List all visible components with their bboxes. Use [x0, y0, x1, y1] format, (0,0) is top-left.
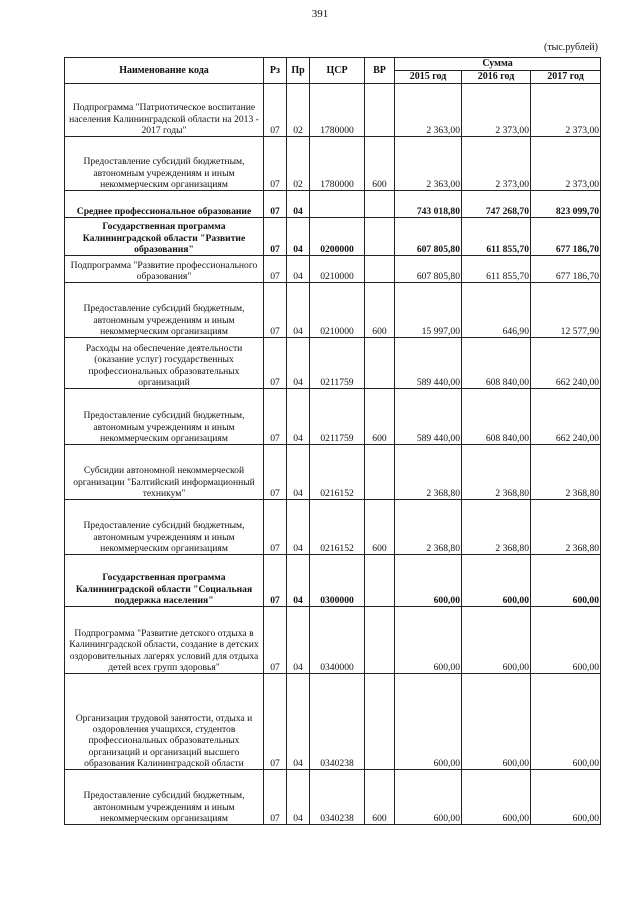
row-2017: 12 577,90 [531, 283, 601, 338]
row-2017: 662 240,00 [531, 389, 601, 445]
row-csr [310, 191, 365, 218]
row-vr [365, 338, 395, 389]
row-vr [365, 218, 395, 256]
table-row [65, 283, 601, 338]
table-row [65, 84, 601, 137]
row-2016: 600,00 [462, 770, 531, 825]
budget-table [64, 57, 601, 825]
row-2017: 2 373,00 [531, 137, 601, 191]
row-2017: 600,00 [531, 770, 601, 825]
row-vr [365, 555, 395, 607]
row-2017: 662 240,00 [531, 338, 601, 389]
row-csr: 0210000 [310, 283, 365, 338]
row-name: Подпрограмма "Развитие детского отдыха в Калининградской области, создание в детских оздоровительных лагерях условий для отдыха детей всех групп здоровья" [65, 607, 264, 674]
row-vr: 600 [365, 770, 395, 825]
row-2015: 2 363,00 [395, 137, 462, 191]
row-2016: 646,90 [462, 283, 531, 338]
row-csr: 0216152 [310, 500, 365, 555]
table-row [65, 555, 601, 607]
row-rz: 07 [264, 445, 287, 500]
row-2016: 2 373,00 [462, 84, 531, 137]
row-rz: 07 [264, 770, 287, 825]
row-2015: 2 368,80 [395, 500, 462, 555]
row-name: Предоставление субсидий бюджетным, автономным учреждениям и иным некоммерческим организациям [65, 283, 264, 338]
row-rz: 07 [264, 84, 287, 137]
row-pr: 04 [287, 445, 310, 500]
row-2015: 15 997,00 [395, 283, 462, 338]
row-vr [365, 674, 395, 770]
row-rz: 07 [264, 607, 287, 674]
row-rz: 07 [264, 500, 287, 555]
row-2015: 2 368,80 [395, 445, 462, 500]
row-rz: 07 [264, 555, 287, 607]
row-name: Среднее профессиональное образование [65, 191, 264, 218]
row-pr: 04 [287, 674, 310, 770]
row-csr: 0216152 [310, 445, 365, 500]
row-pr: 04 [287, 191, 310, 218]
header-pr: Пр [287, 58, 310, 84]
row-pr: 04 [287, 256, 310, 283]
row-rz: 07 [264, 137, 287, 191]
row-rz: 07 [264, 338, 287, 389]
table-row [65, 338, 601, 389]
row-name: Предоставление субсидий бюджетным, автономным учреждениям и иным некоммерческим организациям [65, 389, 264, 445]
row-name: Подпрограмма "Развитие профессионального образования" [65, 256, 264, 283]
row-pr: 02 [287, 84, 310, 137]
row-csr: 0340238 [310, 674, 365, 770]
row-name: Предоставление субсидий бюджетным, автономным учреждениям и иным некоммерческим организациям [65, 500, 264, 555]
row-vr [365, 84, 395, 137]
table-row [65, 137, 601, 191]
row-name: Государственная программа Калининградской области "Социальная поддержка населения" [65, 555, 264, 607]
row-csr: 1780000 [310, 137, 365, 191]
row-2015: 589 440,00 [395, 338, 462, 389]
row-2017: 600,00 [531, 674, 601, 770]
row-vr [365, 445, 395, 500]
units-label: (тыс.рублей) [543, 42, 598, 53]
row-2015: 600,00 [395, 607, 462, 674]
row-vr: 600 [365, 500, 395, 555]
row-csr: 0300000 [310, 555, 365, 607]
row-2017: 2 368,80 [531, 445, 601, 500]
row-2017: 2 373,00 [531, 84, 601, 137]
row-rz: 07 [264, 191, 287, 218]
row-vr [365, 607, 395, 674]
table-row [65, 500, 601, 555]
row-2016: 600,00 [462, 607, 531, 674]
row-pr: 04 [287, 283, 310, 338]
page-number: 391 [311, 8, 329, 20]
row-csr: 0210000 [310, 256, 365, 283]
row-pr: 04 [287, 500, 310, 555]
row-2017: 823 099,70 [531, 191, 601, 218]
row-name: Предоставление субсидий бюджетным, автономным учреждениям и иным некоммерческим организациям [65, 137, 264, 191]
header-vr: ВР [365, 58, 395, 84]
row-rz: 07 [264, 674, 287, 770]
row-pr: 04 [287, 389, 310, 445]
row-pr: 02 [287, 137, 310, 191]
row-pr: 04 [287, 770, 310, 825]
row-2016: 2 368,80 [462, 445, 531, 500]
table-row [65, 607, 601, 674]
row-name: Государственная программа Калининградской области "Развитие образования" [65, 218, 264, 256]
row-2017: 600,00 [531, 555, 601, 607]
header-year-2016: 2016 год [462, 71, 531, 84]
table-row [65, 445, 601, 500]
row-csr: 1780000 [310, 84, 365, 137]
row-2016: 2 368,80 [462, 500, 531, 555]
row-csr: 0340238 [310, 770, 365, 825]
row-2016: 747 268,70 [462, 191, 531, 218]
row-rz: 07 [264, 218, 287, 256]
row-2015: 600,00 [395, 674, 462, 770]
row-pr: 04 [287, 607, 310, 674]
row-rz: 07 [264, 389, 287, 445]
row-name: Организация трудовой занятости, отдыха и оздоровления учащихся, студентов профессиональных образовательных организаций и организаций высшего образования Калининградской области [65, 674, 264, 770]
row-rz: 07 [264, 256, 287, 283]
row-pr: 04 [287, 218, 310, 256]
row-2016: 608 840,00 [462, 338, 531, 389]
header-rz: Рз [264, 58, 287, 84]
header-csr: ЦСР [310, 58, 365, 84]
row-2016: 2 373,00 [462, 137, 531, 191]
row-2016: 611 855,70 [462, 256, 531, 283]
row-2016: 600,00 [462, 674, 531, 770]
row-name: Субсидии автономной некоммерческой организации "Балтийский информационный техникум" [65, 445, 264, 500]
table-row [65, 770, 601, 825]
row-2015: 2 363,00 [395, 84, 462, 137]
row-vr [365, 256, 395, 283]
row-name: Предоставление субсидий бюджетным, автономным учреждениям и иным некоммерческим организациям [65, 770, 264, 825]
row-name: Подпрограмма "Патриотическое воспитание населения Калининградской области на 2013 - 2017 годы" [65, 84, 264, 137]
row-2017: 677 186,70 [531, 218, 601, 256]
table-row [65, 674, 601, 770]
row-vr: 600 [365, 137, 395, 191]
row-vr [365, 191, 395, 218]
row-2015: 600,00 [395, 770, 462, 825]
row-csr: 0200000 [310, 218, 365, 256]
row-2017: 600,00 [531, 607, 601, 674]
row-2015: 589 440,00 [395, 389, 462, 445]
row-2015: 607 805,80 [395, 218, 462, 256]
row-name: Расходы на обеспечение деятельности (оказание услуг) государственных профессиональных образовательных организаций [65, 338, 264, 389]
row-csr: 0211759 [310, 338, 365, 389]
header-year-2015: 2015 год [395, 71, 462, 84]
table-row [65, 191, 601, 218]
row-2017: 677 186,70 [531, 256, 601, 283]
table-row [65, 256, 601, 283]
row-csr: 0211759 [310, 389, 365, 445]
row-vr: 600 [365, 389, 395, 445]
row-pr: 04 [287, 338, 310, 389]
row-2016: 600,00 [462, 555, 531, 607]
row-2015: 607 805,80 [395, 256, 462, 283]
table-row [65, 218, 601, 256]
header-year-2017: 2017 год [531, 71, 601, 84]
row-2016: 611 855,70 [462, 218, 531, 256]
row-rz: 07 [264, 283, 287, 338]
header-name: Наименование кода [65, 58, 264, 84]
table-row [65, 389, 601, 445]
row-2015: 743 018,80 [395, 191, 462, 218]
row-2015: 600,00 [395, 555, 462, 607]
row-vr: 600 [365, 283, 395, 338]
row-pr: 04 [287, 555, 310, 607]
row-2016: 608 840,00 [462, 389, 531, 445]
row-2017: 2 368,80 [531, 500, 601, 555]
row-csr: 0340000 [310, 607, 365, 674]
header-sum: Сумма [395, 58, 601, 71]
